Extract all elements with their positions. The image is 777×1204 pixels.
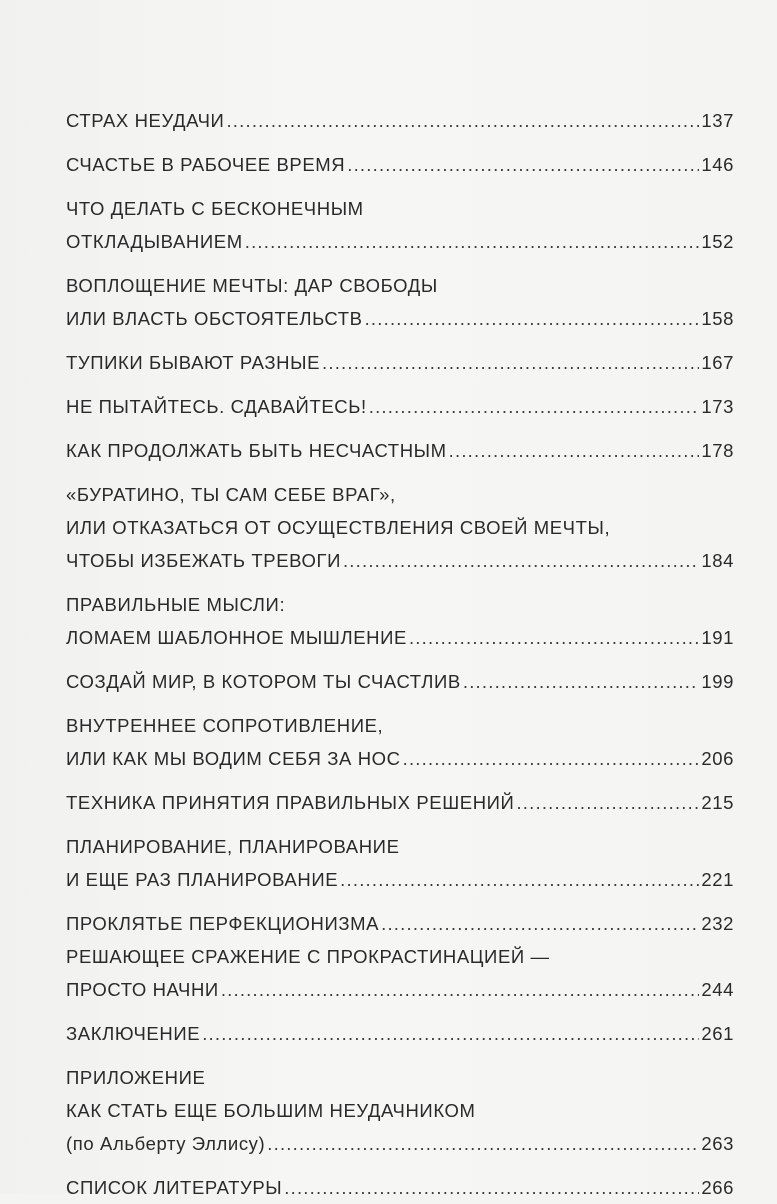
toc-entry-title-line: ЧТО ДЕЛАТЬ С БЕСКОНЕЧНЫМ	[66, 198, 364, 219]
toc-entry-title: ИЛИ КАК МЫ ВОДИМ СЕБЯ ЗА НОС	[66, 748, 401, 769]
toc-page-number: 146	[701, 154, 734, 175]
toc-entry-title: ТУПИКИ БЫВАЮТ РАЗНЫЕ	[66, 352, 321, 373]
toc-entry-title: СЧАСТЬЕ В РАБОЧЕЕ ВРЕМЯ	[66, 154, 346, 175]
dot-leader	[516, 786, 699, 819]
toc-entry	[66, 588, 734, 654]
toc-entry	[66, 940, 734, 1006]
toc-page-number: 206	[701, 748, 734, 769]
toc-page-number: 178	[701, 440, 734, 461]
dot-leader	[343, 544, 699, 577]
toc-entry	[66, 192, 734, 258]
toc-entry-title: ОТКЛАДЫВАНИЕМ	[66, 231, 243, 252]
toc-page-number: 244	[701, 979, 734, 1000]
dot-leader	[369, 390, 700, 423]
toc-entry	[66, 1061, 734, 1160]
dot-leader	[340, 863, 699, 896]
dot-leader	[221, 973, 700, 1006]
toc-entry-title-line: ВНУТРЕННЕЕ СОПРОТИВЛЕНИЕ,	[66, 715, 384, 736]
toc-page-number: 158	[701, 308, 734, 329]
toc-entry-title: И ЕЩЕ РАЗ ПЛАНИРОВАНИЕ	[66, 869, 339, 890]
dot-leader	[381, 907, 699, 940]
toc-page-number: 261	[701, 1023, 734, 1044]
dot-leader	[284, 1171, 699, 1204]
dot-leader	[463, 665, 699, 698]
toc-entry	[66, 1017, 734, 1050]
dot-leader	[449, 434, 700, 467]
toc-entry-title: НЕ ПЫТАЙТЕСЬ. СДАВАЙТЕСЬ!	[66, 396, 367, 417]
toc-page-number: 232	[701, 913, 734, 934]
toc-entry-title: КАК ПРОДОЛЖАТЬ БЫТЬ НЕСЧАСТНЫМ	[66, 440, 447, 461]
toc-entry	[66, 346, 734, 379]
toc-entry-title: (по Альберту Эллису)	[66, 1133, 266, 1154]
toc-entry-title-line: ПРИЛОЖЕНИЕ	[66, 1067, 206, 1088]
toc-entry	[66, 907, 734, 940]
dot-leader	[365, 302, 700, 335]
toc-entry	[66, 478, 734, 577]
toc-page-number: 199	[701, 671, 734, 692]
toc-entry-title: СТРАХ НЕУДАЧИ	[66, 110, 225, 131]
toc-entry-title: ЧТОБЫ ИЗБЕЖАТЬ ТРЕВОГИ	[66, 550, 341, 571]
toc-entry-title: ИЛИ ВЛАСТЬ ОБСТОЯТЕЛЬСТВ	[66, 308, 363, 329]
dot-leader	[409, 621, 699, 654]
toc-entry	[66, 434, 734, 467]
toc-entry	[66, 269, 734, 335]
toc-entry	[66, 1171, 734, 1204]
toc-entry	[66, 786, 734, 819]
toc-entry	[66, 709, 734, 775]
toc-entry	[66, 148, 734, 181]
toc-entry-title: ПРОКЛЯТЬЕ ПЕРФЕКЦИОНИЗМА	[66, 913, 380, 934]
toc-page-number: 263	[701, 1133, 734, 1154]
toc-entry-title-line: РЕШАЮЩЕЕ СРАЖЕНИЕ С ПРОКРАСТИНАЦИЕЙ —	[66, 946, 550, 967]
toc-page-number: 152	[701, 231, 734, 252]
dot-leader	[226, 104, 699, 137]
toc-entry-title: ТЕХНИКА ПРИНЯТИЯ ПРАВИЛЬНЫХ РЕШЕНИЙ	[66, 792, 515, 813]
toc-entry-title-line: «БУРАТИНО, ТЫ САМ СЕБЕ ВРАГ»,	[66, 484, 396, 505]
toc-page-number: 167	[701, 352, 734, 373]
toc-page-number: 191	[701, 627, 734, 648]
dot-leader	[403, 742, 700, 775]
toc-entry-title-line: ПРАВИЛЬНЫЕ МЫСЛИ:	[66, 594, 286, 615]
toc-entry	[66, 665, 734, 698]
toc-entry-title-line: ИЛИ ОТКАЗАТЬСЯ ОТ ОСУЩЕСТВЛЕНИЯ СВОЕЙ МЕЧТЫ,	[66, 517, 611, 538]
dot-leader	[202, 1017, 699, 1050]
toc-entry-title: ЛОМАЕМ ШАБЛОННОЕ МЫШЛЕНИЕ	[66, 627, 407, 648]
toc-entry-title-line: ВОПЛОЩЕНИЕ МЕЧТЫ: ДАР СВОБОДЫ	[66, 275, 438, 296]
toc-entry-title-line: КАК СТАТЬ ЕЩЕ БОЛЬШИМ НЕУДАЧНИКОМ	[66, 1100, 476, 1121]
toc-entry	[66, 104, 734, 137]
toc-entry-title: СОЗДАЙ МИР, В КОТОРОМ ТЫ СЧАСТЛИВ	[66, 671, 461, 692]
dot-leader	[322, 346, 699, 379]
toc-entry-title: ЗАКЛЮЧЕНИЕ	[66, 1023, 201, 1044]
toc-page-number: 173	[701, 396, 734, 417]
dot-leader	[347, 148, 699, 181]
toc-page-number: 137	[701, 110, 734, 131]
table-of-contents	[66, 104, 734, 1204]
toc-page-number: 221	[701, 869, 734, 890]
dot-leader	[267, 1127, 699, 1160]
toc-page-number: 266	[701, 1177, 734, 1198]
toc-entry	[66, 390, 734, 423]
toc-page-number: 184	[701, 550, 734, 571]
dot-leader	[245, 225, 700, 258]
toc-entry-title-line: ПЛАНИРОВАНИЕ, ПЛАНИРОВАНИЕ	[66, 836, 400, 857]
toc-page-number: 215	[701, 792, 734, 813]
toc-entry-title: ПРОСТО НАЧНИ	[66, 979, 219, 1000]
toc-entry	[66, 830, 734, 896]
toc-entry-title: СПИСОК ЛИТЕРАТУРЫ	[66, 1177, 283, 1198]
